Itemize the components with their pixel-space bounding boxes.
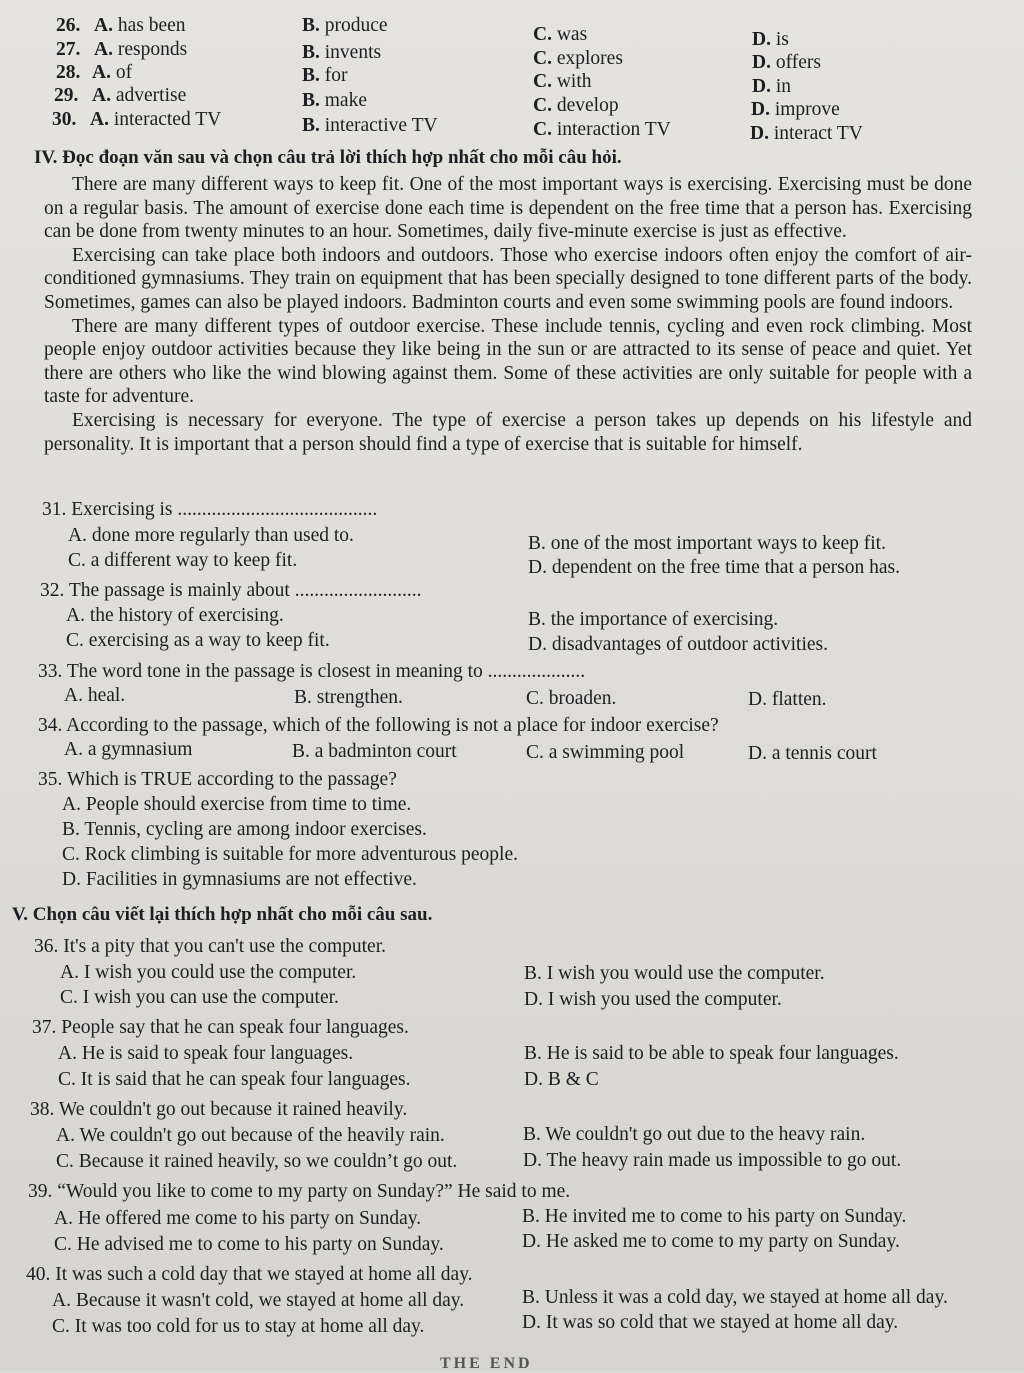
row-number: 30. <box>52 109 77 130</box>
passage-paragraph: Exercising can take place both indoors and outdoors. Those who exercise indoors often enjoy the comfort of air-conditioned gymnasiums. They train on equipment that has been specially designed to tone different parts of the body. Sometimes, games can also be played indoors. Badminton courts and even some swimming pools are found indoors. <box>44 244 972 313</box>
option-d: D. offers <box>752 52 821 73</box>
option-b: B. for <box>302 65 348 86</box>
option-c: C. broaden. <box>526 688 617 709</box>
question-stem: 35. Which is TRUE according to the passage? <box>38 769 397 790</box>
passage-paragraph: There are many different types of outdoor exercise. These include tennis, cycling and even rock climbing. Most people enjoy outdoor activities because they like being in the sun or are attracted to its sense of peace and quiet. Yet there are others who like the wind blowing against them. Some of these activities are only suitable for people with a taste for adventure. <box>44 315 972 408</box>
option-d: D. improve <box>751 99 840 120</box>
reading-passage <box>44 173 972 456</box>
option-b: B. I wish you would use the computer. <box>524 963 825 984</box>
option-c: C. develop <box>533 95 619 116</box>
option-c: C. explores <box>533 48 623 69</box>
option-c: C. Rock climbing is suitable for more adventurous people. <box>62 844 518 865</box>
option-c: C. It was too cold for us to stay at home all day. <box>52 1316 425 1337</box>
question-stem: 40. It was such a cold day that we stayed at home all day. <box>26 1264 473 1285</box>
option-b: B. Unless it was a cold day, we stayed at home all day. <box>522 1287 948 1308</box>
option-a: A. has been <box>94 15 186 36</box>
section-5-heading: V. Chọn câu viết lại thích hợp nhất cho mỗi câu sau. <box>12 904 433 925</box>
option-a: A. of <box>92 62 133 83</box>
option-c: C. interaction TV <box>533 119 671 140</box>
option-c: C. I wish you can use the computer. <box>60 987 339 1008</box>
option-d: D. Facilities in gymnasiums are not effective. <box>62 869 417 890</box>
option-a: A. He is said to speak four languages. <box>58 1043 354 1064</box>
row-number: 26. <box>56 15 81 36</box>
question-stem: 36. It's a pity that you can't use the computer. <box>34 936 386 957</box>
question-stem: 39. “Would you like to come to my party on Sunday?” He said to me. <box>28 1181 571 1202</box>
option-a: A. Because it wasn't cold, we stayed at home all day. <box>52 1290 465 1311</box>
option-a: A. We couldn't go out because of the heavily rain. <box>56 1125 445 1146</box>
option-d: D. a tennis court <box>748 743 877 764</box>
section-4-heading: IV. Đọc đoạn văn sau và chọn câu trả lời thích hợp nhất cho mỗi câu hỏi. <box>34 147 622 168</box>
option-c: C. It is said that he can speak four languages. <box>58 1069 411 1090</box>
option-c: C. with <box>533 71 592 92</box>
row-number: 28. <box>56 62 81 83</box>
answer-row <box>0 108 1024 144</box>
row-number: 27. <box>56 39 81 60</box>
option-d: D. interact TV <box>750 123 863 144</box>
option-a: A. He offered me come to his party on Sunday. <box>54 1208 422 1229</box>
option-a: A. advertise <box>92 85 187 106</box>
option-b: B. make <box>302 90 367 111</box>
passage-paragraph: Exercising is necessary for everyone. The type of exercise a person takes up depends on his lifestyle and personality. It is important that a person should find a type of exercise that is suitable for himself. <box>44 409 972 455</box>
option-c: C. He advised me to come to his party on Sunday. <box>54 1234 444 1255</box>
option-a: A. the history of exercising. <box>66 605 284 626</box>
option-d: D. I wish you used the computer. <box>524 989 782 1010</box>
question-stem: 34. According to the passage, which of the following is not a place for indoor exercise? <box>38 715 719 736</box>
option-c: C. a different way to keep fit. <box>68 550 298 571</box>
question-stem: 38. We couldn't go out because it rained heavily. <box>30 1099 408 1120</box>
question-stem: 37. People say that he can speak four languages. <box>32 1017 409 1038</box>
question-stem: 32. The passage is mainly about .......................... <box>40 580 422 601</box>
option-a: A. responds <box>94 39 188 60</box>
option-a: A. heal. <box>64 685 126 706</box>
option-b: B. one of the most important ways to keep fit. <box>528 533 886 554</box>
option-d: D. flatten. <box>748 689 827 710</box>
option-b: B. He invited me to come to his party on Sunday. <box>522 1206 907 1227</box>
option-d: D. in <box>752 76 792 97</box>
option-a: A. interacted TV <box>90 109 222 130</box>
option-c: C. Because it rained heavily, so we couldn’t go out. <box>56 1151 458 1172</box>
option-d: D. He asked me to come to my party on Sunday. <box>522 1231 900 1252</box>
option-a: A. done more regularly than used to. <box>68 525 354 546</box>
option-b: B. produce <box>302 15 388 36</box>
option-c: C. exercising as a way to keep fit. <box>66 630 330 651</box>
option-b: B. strengthen. <box>294 687 403 708</box>
row-number: 29. <box>54 85 79 106</box>
option-d: D. dependent on the free time that a person has. <box>528 557 900 578</box>
option-d: D. B & C <box>524 1069 599 1090</box>
passage-paragraph: There are many different ways to keep fit. One of the most important ways is exercising. Exercising must be done on a regular basis. The amount of exercise done each time is dependent on the free time that a person has. Exercising can be done from twenty minutes to an hour. Sometimes, daily five-minute exercise is just as effective. <box>44 174 972 243</box>
option-b: B. Tennis, cycling are among indoor exercises. <box>62 819 427 840</box>
option-a: A. a gymnasium <box>64 739 193 760</box>
option-d: D. The heavy rain made us impossible to go out. <box>523 1150 902 1171</box>
option-b: B. We couldn't go out due to the heavy rain. <box>523 1124 866 1145</box>
option-c: C. a swimming pool <box>526 742 685 763</box>
the-end-footer: THE END <box>440 1355 533 1372</box>
option-b: B. invents <box>302 42 382 63</box>
option-a: A. I wish you could use the computer. <box>60 962 357 983</box>
question-stem: 33. The word tone in the passage is closest in meaning to .................... <box>38 661 586 682</box>
option-b: B. the importance of exercising. <box>528 609 779 630</box>
option-d: D. It was so cold that we stayed at home all day. <box>522 1312 899 1333</box>
question-stem: 31. Exercising is ......................................... <box>42 499 378 520</box>
option-b: B. He is said to be able to speak four languages. <box>524 1043 899 1064</box>
option-b: B. a badminton court <box>292 741 457 762</box>
option-d: D. disadvantages of outdoor activities. <box>528 634 829 655</box>
option-c: C. was <box>533 24 588 45</box>
option-d: D. is <box>752 29 789 50</box>
option-a: A. People should exercise from time to time. <box>62 794 412 815</box>
option-b: B. interactive TV <box>302 115 438 136</box>
